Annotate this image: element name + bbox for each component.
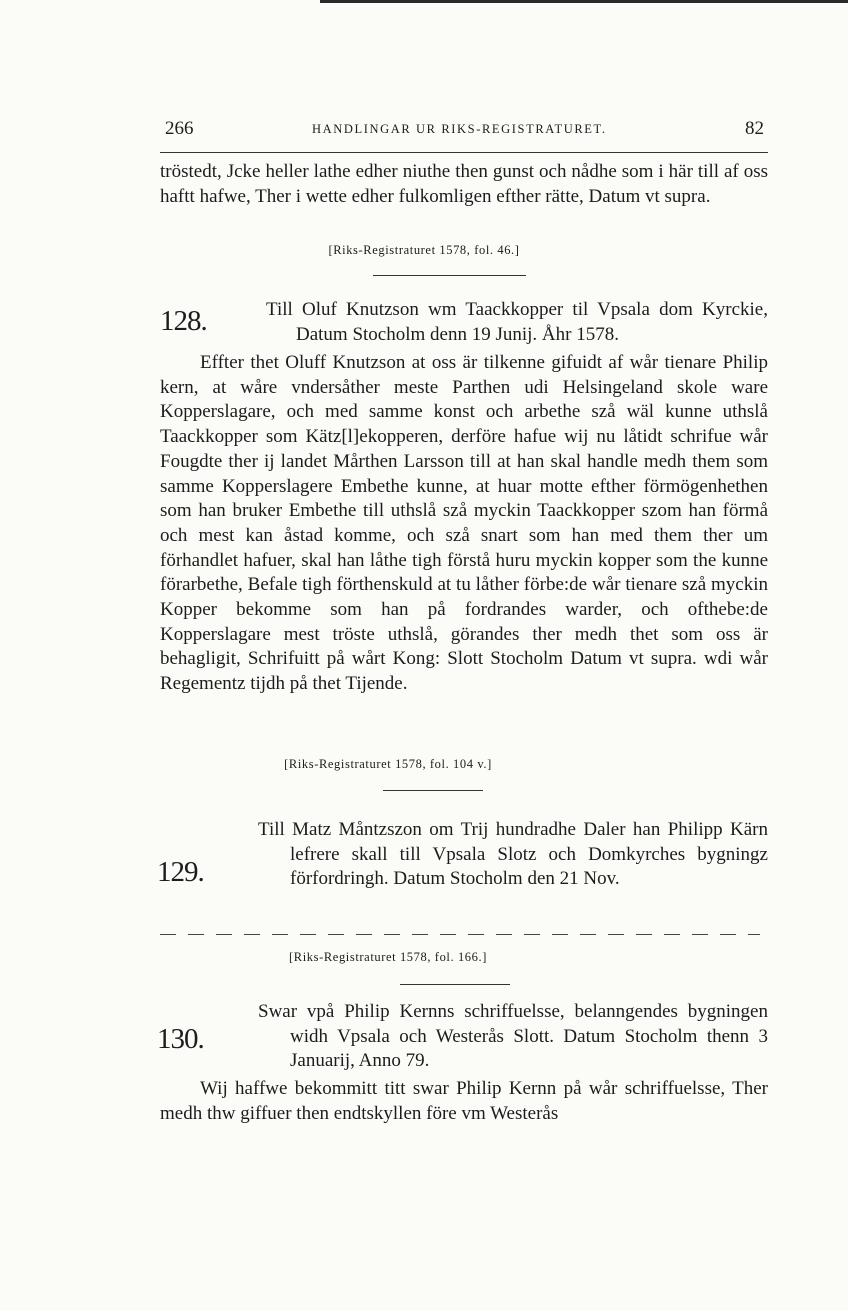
body-130: Wij haffwe bekommitt titt swar Philip Kernn på wår schriffuelsse, Ther medh thw giffuer then endtskyllen före vm Westerås: [160, 1078, 768, 1124]
document-number-128: 128.: [160, 305, 207, 337]
running-head: HANDLINGAR UR RIKS-REGISTRATURET.: [312, 122, 607, 136]
section-divider: [400, 984, 510, 985]
source-128: [Riks-Registraturet 1578, fol. 104 v.]: [284, 757, 492, 771]
continuation-source: [Riks-Registraturet 1578, fol. 46.]: [328, 243, 520, 257]
document-number-129: 129.: [157, 856, 204, 888]
regest-128: Till Oluf Knutzson wm Taackkopper til Vpsala dom Kyrckie, Datum Stocholm denn 19 Junij. Åhr 1578.: [266, 299, 768, 345]
regest-130: Swar vpå Philip Kernns schriffuelsse, belanngendes bygningen widh Vpsala och Westerås Slott. Datum Stocholm thenn 3 Januarij, Anno 79.: [258, 1001, 768, 1071]
page-header: [0, 118, 848, 144]
page-number-left: 266: [165, 118, 194, 139]
body-128: Effter thet Oluff Knutzson at oss är tilkenne gifuidt af wår tienare Philip kern, at wåre vndersåther meste Parthen udi Helsingeland skole ware Kopperslagare, och med samme konst och arbethe szå wäl kunne uthslå Taackkopper som Kätz[l]ekopperen, derföre hafue wij nu låtidt schrifue wår Fougdte ther ij landet Mårthen Larsson till at han skal handle medh them som samme Kopperslagere Embethe kunne, at huar motte efther förmögenhethen som han bruker Embethe till uthslå szå myckin Taackkopper szom han förmå och mest kan åstad komme, och szå snart som han med them ther um förhandlet hafuer, skal han låthe tigh förstå huru myckin kopper som the kunne förarbethe, Befale tigh förthenskuld at tu låther förbe:de wår tienare szå myckin Kopper bekomme som han på fordrandes warder, och ofthebe:de Kopperslagare mest tröste uthslå, görandes ther medh thet som oss är behagligit, Schrifuitt på wårt Kong: Slott Stocholm Datum vt supra. wdi wår Regementz tijdh på thet Tijende.: [160, 352, 768, 695]
section-divider: [383, 790, 483, 791]
header-rule: [160, 152, 768, 153]
top-edge-rule: [320, 0, 848, 3]
regest-129: Till Matz Måntzszon om Trij hundradhe Daler han Philipp Kärn lefrere skall till Vpsala Slotz och Domkyrches bygningz förfordringh. Datum Stocholm den 21 Nov.: [258, 819, 768, 889]
document-number-130: 130.: [157, 1023, 204, 1055]
dashed-separator: [160, 934, 760, 935]
page-number-right: 82: [745, 118, 764, 139]
source-129: [Riks-Registraturet 1578, fol. 166.]: [289, 950, 487, 964]
section-divider: [373, 275, 526, 276]
continuation-text: tröstedt, Jcke heller lathe edher niuthe then gunst och nådhe som i här till af oss haftt hafwe, Ther i wette edher fulkomligen efther rätte, Datum vt supra.: [160, 161, 768, 207]
